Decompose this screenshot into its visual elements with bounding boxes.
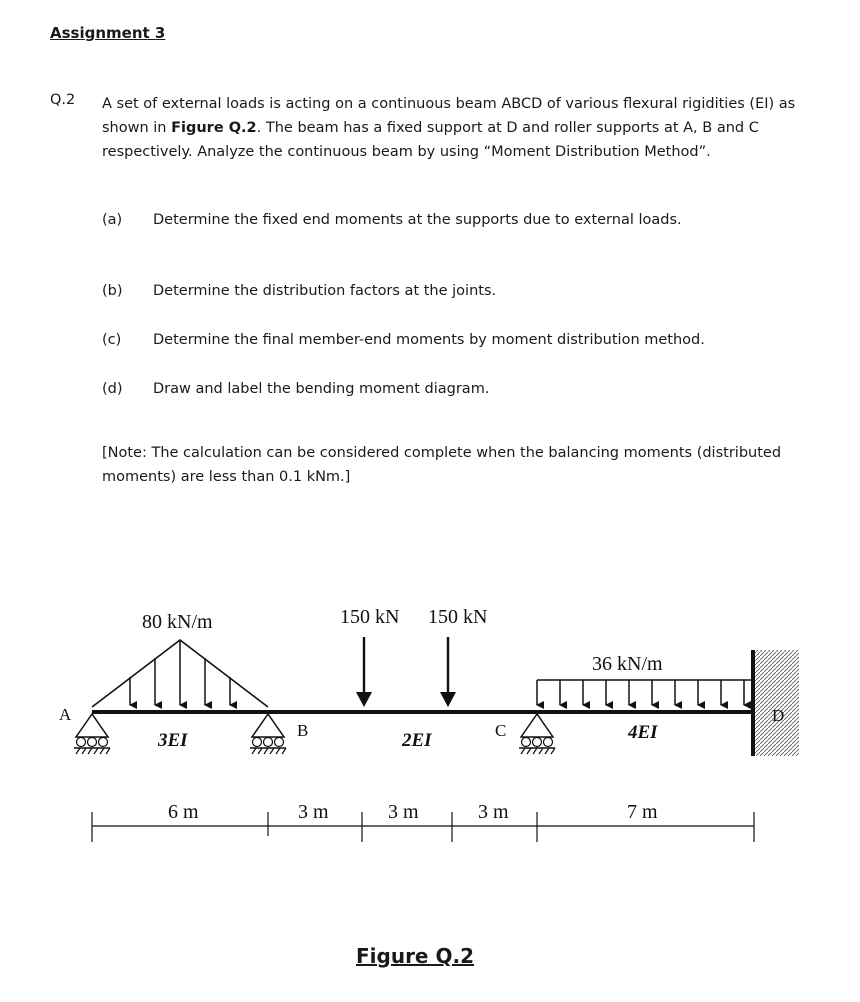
part-d-text: Draw and label the bending moment diagram.	[153, 381, 490, 397]
figure-caption: Figure Q.2	[356, 944, 474, 968]
question-text-part1: A set of external loads is acting on a continuous beam ABCD of various flexural rigidities (EI) as shown in	[102, 96, 796, 136]
dimension-load2-c: 3 m	[478, 801, 509, 823]
udl-load	[537, 680, 752, 705]
dimension-ab: 6 m	[168, 801, 199, 823]
node-d-label: D	[772, 706, 785, 725]
question-number: Q.2	[50, 92, 76, 108]
point-load-1-label: 150 kN	[340, 606, 400, 628]
point-load-1	[356, 637, 372, 707]
roller-support-a	[74, 714, 110, 754]
rigidity-bc-label: 2EI	[402, 730, 432, 751]
triangular-load-label: 80 kN/m	[142, 611, 213, 633]
roller-support-c	[519, 714, 555, 754]
triangular-load	[92, 640, 268, 707]
node-a-label: A	[59, 705, 72, 724]
rigidity-cd-label: 4EI	[628, 722, 658, 743]
node-c-label: C	[495, 721, 507, 740]
rigidity-ab-label: 3EI	[158, 730, 188, 751]
part-c-text: Determine the final member-end moments by moment distribution method.	[153, 332, 705, 348]
node-b-label: B	[297, 721, 309, 740]
part-b-text: Determine the distribution factors at the joints.	[153, 283, 497, 299]
part-b-label: (b)	[102, 283, 123, 299]
part-d-label: (d)	[102, 381, 123, 397]
assignment-title: Assignment 3	[50, 24, 166, 42]
roller-support-b	[250, 714, 286, 754]
part-a-label: (a)	[102, 212, 123, 228]
note-text: [Note: The calculation can be considered complete when the balancing moments (distributed moments) are less than 0.1 kNm.]	[102, 445, 782, 485]
question-text-part2: . The beam has a fixed support at D and roller supports at A, B and C respectively. Analyze the continuous beam by using “Moment Distribution Method”.	[102, 120, 759, 160]
udl-load-label: 36 kN/m	[592, 653, 663, 675]
dimension-b-load1: 3 m	[298, 801, 329, 823]
fixed-wall-hatch	[755, 650, 799, 756]
dimension-cd: 7 m	[627, 801, 658, 823]
figure-reference: Figure Q.2	[171, 120, 257, 136]
part-c-label: (c)	[102, 332, 122, 348]
point-load-2	[440, 637, 456, 707]
part-a-text: Determine the fixed end moments at the supports due to external loads.	[153, 212, 682, 228]
dimension-load1-load2: 3 m	[388, 801, 419, 823]
point-load-2-label: 150 kN	[428, 606, 488, 628]
